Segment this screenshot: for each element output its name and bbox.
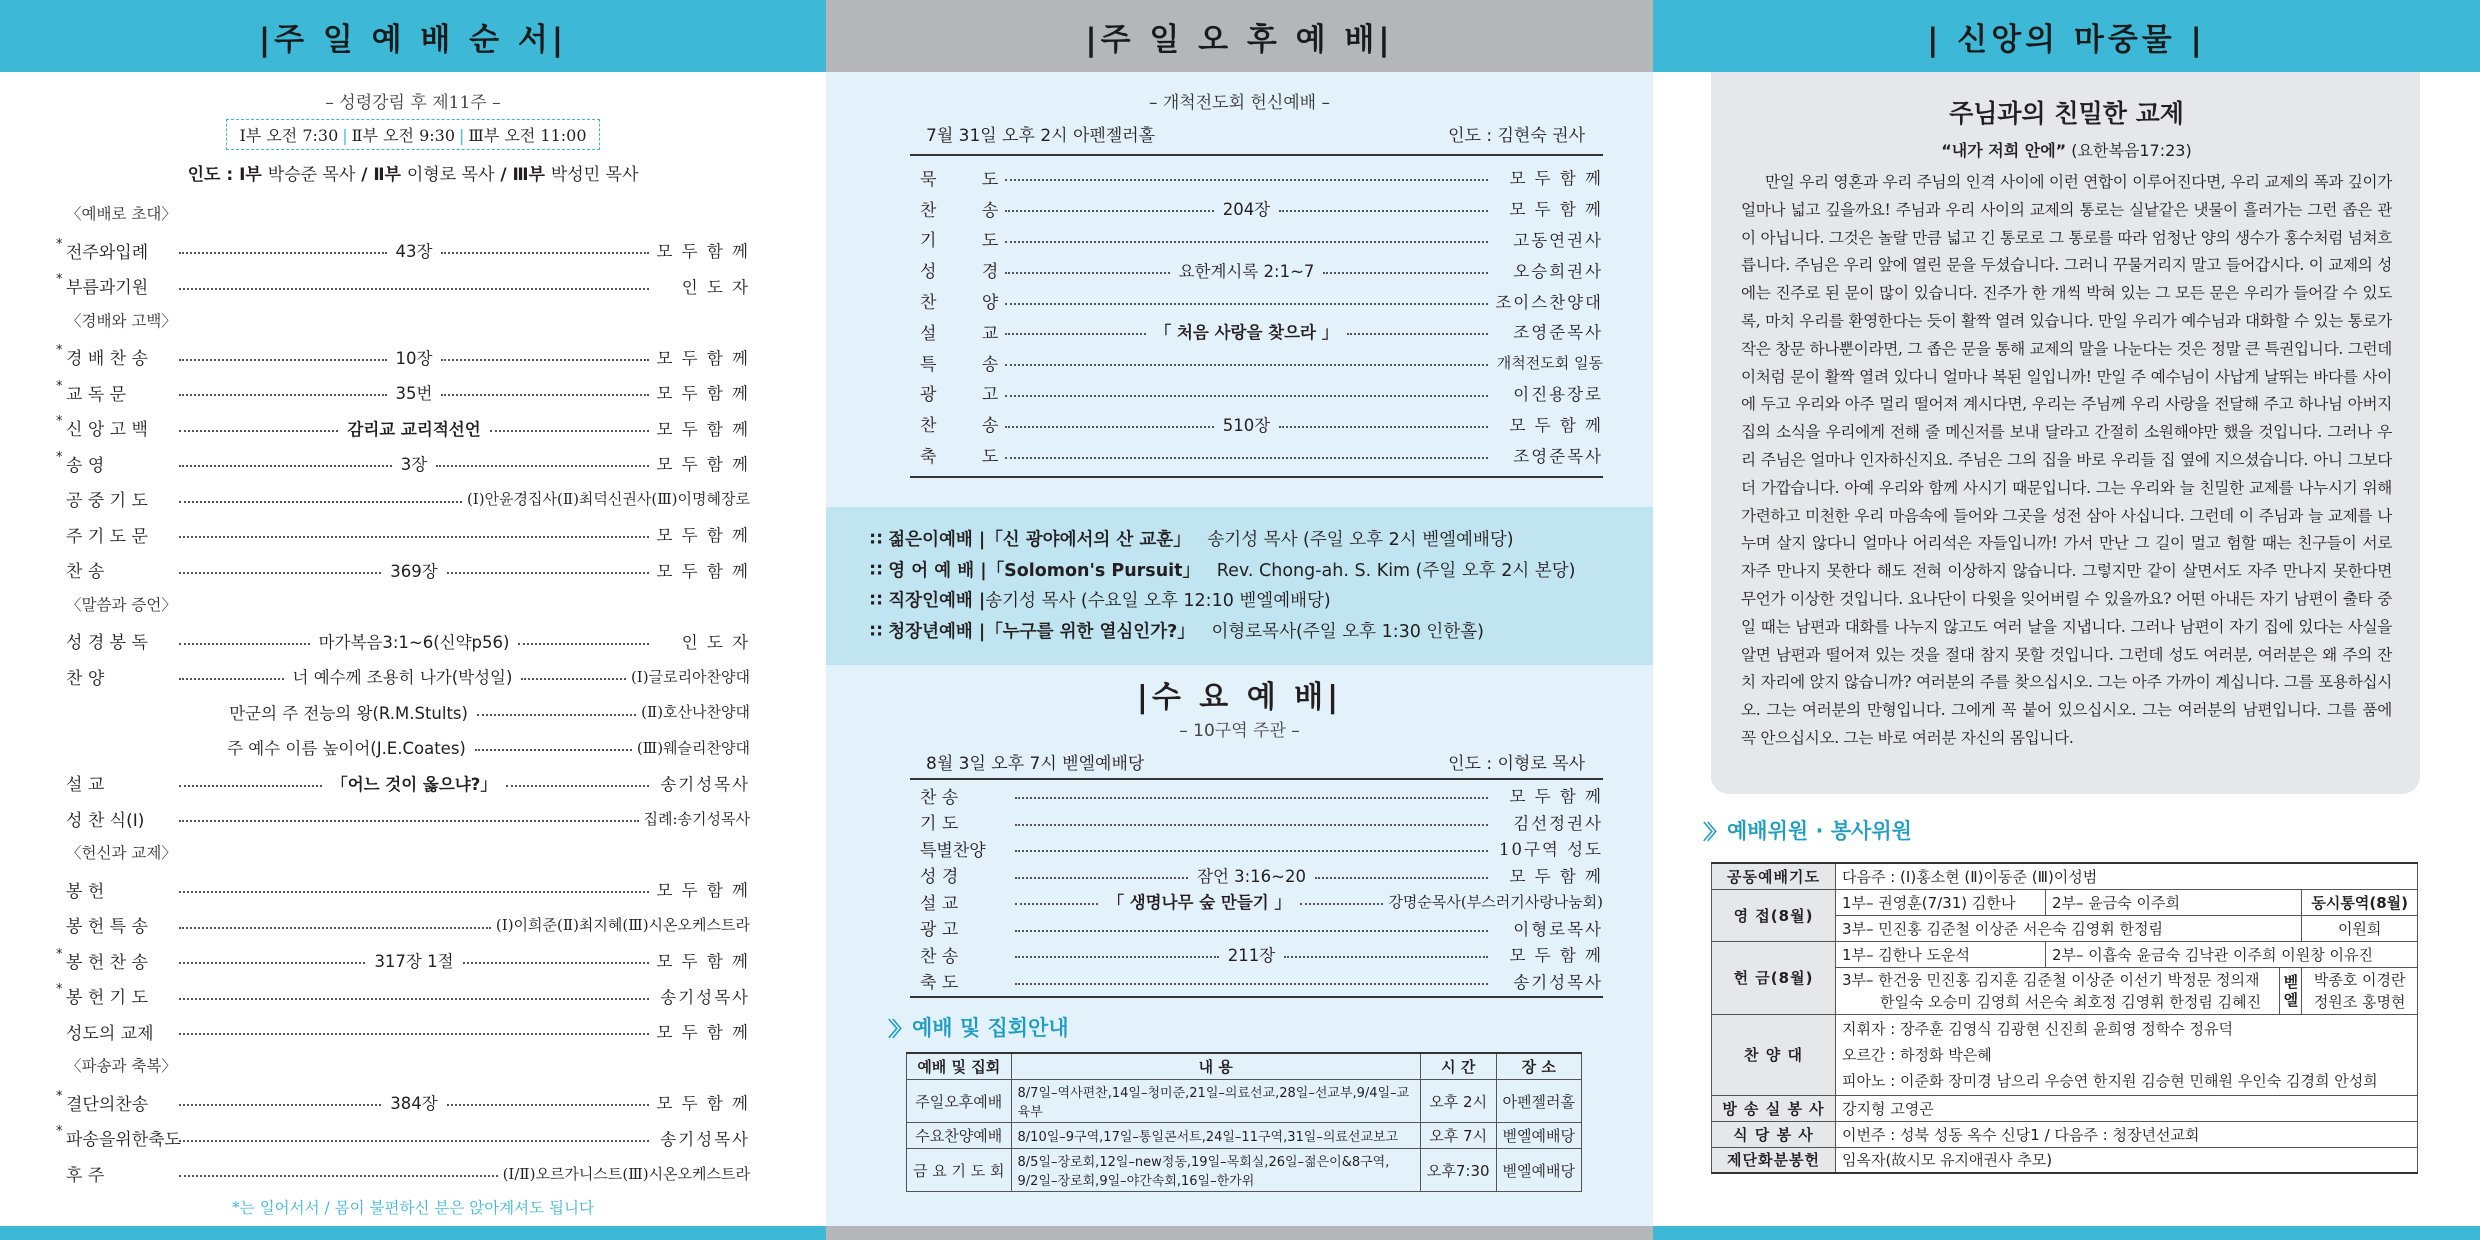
item-person: 모 두 함 께 [1509, 866, 1603, 886]
leader-dots [1005, 426, 1214, 428]
table-cell: 벧엘예배당 [1496, 1123, 1581, 1149]
item-detail: 너 예수께 조용히 나가(박성일) [292, 668, 513, 688]
leader-dots [1005, 241, 1488, 243]
item-person: 개척전도회 일동 [1496, 353, 1603, 372]
item-person: 모 두 함 께 [1509, 415, 1603, 435]
volunteers-table: 공동예배기도 다음주 : (Ⅰ)홍소현 (Ⅱ)이동준 (Ⅲ)이성범 영 접(8월) 1부– 권영훈(7/31) 김한나 2부– 윤금숙 이주희 동시통역(8월) 3부– 민진홍 김준철 이상준 서은숙 김영휘 한정림 이원희 헌 금(8월) 1부– 김한나 도운석 2부– 이흡숙 윤금숙 김낙관 이주희 이원창 이유진 3부– 한건웅 민진홍 김지훈 김준철 이상준 이선기 박정문 정의재 한일숙 오승미 김영희 서은숙 최호정 김영휘 한정림 김혜진 벧엘 박종호 이경란 정원조 홍명현 찬 양 대 지휘자 : 장주훈 김영식 김광현 신진희 윤희영 정학수 정유덕 오르간 : 하정화 박은혜 피아노 : 이준화 장미경 남으리 우승연 한지원 김승현 민해원 우인숙 김경희 안성희 방 송 실 봉 사 강지형 고영곤 식 당 봉 사 이번주 : 성북 성동 옥수 신당1 / 다음주 : 청장년선교회 제단화분봉헌 임옥자(故시모 유지애권사 추모) [1711, 862, 2418, 1174]
item-name: 봉 헌 [66, 881, 105, 902]
item-person: 모 두 함 께 [1509, 946, 1603, 966]
afternoon-service-panel [826, 0, 1653, 1240]
leader-dots [1015, 983, 1488, 985]
item-name: 광 고 [920, 920, 959, 941]
item-detail: 「 처음 사랑을 찾으라 」 [1154, 323, 1339, 343]
section-label: 〈예배로 초대〉 [66, 205, 177, 223]
item-person: 모 두 함 께 [1509, 169, 1603, 189]
table-cell: 금 요 기 도 회 [907, 1149, 1012, 1192]
leader-dots [179, 820, 639, 822]
leader-dots [1300, 903, 1383, 905]
leader-dots [490, 430, 649, 432]
item-person: 인 도 자 [681, 632, 751, 652]
service-detail: 이형로목사(주일 오후 1:30 인한홀) [1211, 621, 1484, 642]
panel-header: | 신앙의 마중물 | [1653, 0, 2480, 72]
item-detail: 잠언 3:16~20 [1197, 866, 1306, 886]
item-detail: 384장 [390, 1094, 438, 1114]
order-row [66, 872, 750, 908]
table-cell: 오후7:30 [1420, 1149, 1496, 1192]
panel-header: |주 일 예 배 순 서| [0, 0, 826, 72]
leader-dots [1279, 210, 1488, 212]
devotional-panel [1653, 0, 2480, 1240]
item-name: 성 경 [920, 262, 1019, 283]
leader-dots [179, 1140, 649, 1142]
leader-dots [1005, 179, 1488, 181]
service-times: Ⅰ부 오전 7:30 | Ⅱ부 오전 9:30 | Ⅲ부 오전 11:00 [226, 119, 599, 150]
item-name: 성 경 봉 독 [66, 633, 148, 654]
order-row [910, 915, 1603, 942]
item-detail: 35번 [395, 384, 433, 404]
item-person: 송기성목사 [660, 987, 750, 1007]
order-row [66, 694, 750, 730]
service-detail: 송기성 목사 (주일 오후 2시 벧엘예배당) [1207, 530, 1514, 550]
other-service-line [870, 525, 1653, 556]
item-person: 모 두 함 께 [656, 384, 750, 404]
item-detail: 43장 [395, 242, 433, 262]
leader-dots [1005, 364, 1488, 366]
devotional-subtitle: “내가 저희 안에” (요한복음17:23) [1941, 141, 2192, 160]
item-name: 찬 송 [920, 416, 1019, 437]
section-label: 〈말씀과 증언〉 [66, 595, 177, 614]
table-cell: 오후 2시 [1420, 1080, 1496, 1123]
order-row [910, 809, 1603, 836]
item-name: 기 도 [920, 231, 1019, 252]
leader-dots [1005, 395, 1488, 397]
item-name: 묵 도 [920, 169, 1019, 190]
leader-dots [179, 501, 462, 503]
table-header: 내 용 [1011, 1053, 1420, 1080]
item-person: (Ⅰ)안윤경집사(Ⅱ)최덕신권사(Ⅲ)이명혜장로 [466, 490, 750, 509]
volunteers-section-title: 〉〉 예배위원 · 봉사위원 [1703, 819, 1912, 844]
sunday-order-panel [0, 0, 826, 1240]
leader-dots [1015, 956, 1219, 958]
item-person: 모 두 함 께 [656, 348, 750, 368]
leader-dots [441, 394, 649, 396]
item-name: 축 도 [920, 973, 959, 994]
item-person: 이형로목사 [1513, 919, 1603, 939]
other-service-line [870, 617, 1653, 648]
item-name: * 경 배 찬 송 [56, 343, 148, 370]
wed-subtitle: – 10구역 주관 – [1179, 721, 1300, 741]
leader-dots [1315, 877, 1488, 879]
order-row [910, 862, 1603, 889]
service-name: ∷ 직장인예배 | [870, 591, 986, 611]
order-row [910, 347, 1603, 378]
service-info: 7월 31일 오후 2시 아펜젤러홀 인도 : 김현숙 권사 [926, 126, 1585, 146]
leader-dots [179, 465, 392, 467]
subtitle: – 개척전도회 헌신예배 – [1148, 93, 1330, 113]
service-name: ∷ 영 어 예 배 | [870, 560, 987, 581]
item-person: 모 두 함 께 [656, 526, 750, 546]
devotional-box [1711, 72, 2420, 794]
item-name: 주 기 도 문 [66, 526, 148, 547]
item-name: 설 교 [920, 323, 1019, 344]
item-person: 김선정권사 [1513, 813, 1603, 833]
item-person: 모 두 함 께 [656, 455, 750, 475]
item-person: 모 두 함 께 [656, 881, 750, 901]
service-detail: 송기성 목사 (수요일 오후 12:10 벧엘예배당) [985, 591, 1331, 611]
item-name: 찬 양 [66, 668, 105, 689]
leader-dots [179, 998, 649, 1000]
other-service-line [870, 586, 1653, 617]
service-name: ∷ 청장년예배 | [870, 621, 986, 642]
subtitle: – 성령강림 후 제11주 – [325, 93, 501, 113]
order-row [56, 1120, 750, 1156]
item-person: (Ⅰ/Ⅱ)오르가니스트(Ⅲ)시온오케스트라 [502, 1164, 750, 1183]
table-cell: 벧엘예배당 [1496, 1149, 1581, 1192]
wed-info: 8월 3일 오후 7시 벧엘예배당 인도 : 이형로 목사 [926, 754, 1585, 774]
item-name: 축 도 [920, 447, 1019, 468]
required-star: * [56, 1124, 63, 1140]
item-name: 찬 송 [920, 787, 959, 808]
item-detail: 204장 [1222, 200, 1271, 220]
leader-dots [1347, 333, 1488, 335]
item-detail: 3장 [400, 455, 428, 475]
leader-dots [477, 714, 636, 716]
item-name: * 결단의찬송 [56, 1088, 149, 1115]
leader-dots [179, 891, 649, 893]
other-services [826, 507, 1653, 665]
item-person: 모 두 함 께 [656, 419, 751, 439]
item-person: 모 두 함 께 [1509, 200, 1603, 220]
table-header: 예배 및 집회 [907, 1053, 1012, 1080]
required-star: * [56, 343, 63, 359]
other-service-line [870, 556, 1653, 587]
time-1: Ⅰ부 오전 7:30 [239, 126, 339, 145]
leader-dots [1279, 426, 1488, 428]
order-row [66, 801, 750, 837]
time-2: Ⅱ부 오전 9:30 [351, 126, 456, 145]
section-label: 〈파송과 축복〉 [66, 1057, 177, 1075]
item-person: 조영준목사 [1513, 323, 1603, 343]
item-person: 모 두 함 께 [656, 561, 750, 581]
leader-dots [179, 1033, 649, 1035]
item-detail: 주 예수 이름 높이어(J.E.Coates) [227, 739, 466, 759]
order-row [910, 888, 1603, 915]
item-name: * 파송을위한축도 [56, 1124, 181, 1151]
required-star: * [56, 272, 63, 288]
devotional-body: 만일 우리 영혼과 우리 주님의 인격 사이에 이런 연합이 이루어진다면, 우리 교제의 폭과 깊이가 얼마나 넓고 깊을까요! 주님과 우리 사이의 교제의 통로는 실낱같은 냇물이 흘러가는 그런 좁은 관이 아닙니다. 그것은 놀랄 만큼 넓고 긴 통로로 그 통로를 따라 엄청난 양의 생수가 홍수처럼 넘쳐흐릅니다. 주님은 우리 앞에 열린 문을 두셨습니다. 그러니 꾸물거리지 말고 들어갑시다. 이 교제의 성에는 진주로 된 문이 많이 있습니다. 진주가 한 개씩 박혀 있는 그 모든 문은 우리가 들어갈 수 있도록, 마치 우리를 환영한다는 듯이 활짝 열려 있습니다. 만일 우리가 예수님과 대화할 수 있는 통로가 작은 창문 하나뿐이라면, 그 좁은 문을 통해 교제의 말을 나눈다는 것은 정말 큰 특권입니다. 그런데 이처럼 문이 활짝 열려 있다니 얼마나 복된 일입니까! 만일 주 예수님이 사납게 날뛰는 바다를 사이에 두고 우리와 아주 멀리 떨어져 계시다면, 우리는 주님께 우리 사랑을 전달해 주고 하나님 아버지 집의 소식을 우리에게 전해 줄 메신저를 보내 달라고 간절히 소원해야만 했을 것입니다. 그러나 우리 주님은 얼마나 인자하신지요. 주님은 그의 집을 바로 우리들 집 옆에 지으셨습니다. 아니 그보다 더 가깝습니다. 아예 우리와 함께 사시기 때문입니다. 그는 우리와 늘 친밀한 교제를 나누시기 위해 가련하고 미천한 우리 마음속에 들어와 그곳을 성전 삼아 사십니다. 그런데 이 주님과 늘 교제를 나누며 살지 않다니 얼마나 어리석은 자들입니까! 가서 만난 그 길이 멀고 험할 때는 친구들이 서로 자주 만나지 못한다 해도 전혀 이상하지 않습니다. 그렇지만 같이 살면서도 자주 만나지 못한다면 무언가 이상한 것입니다. 요나단이 다윗을 잊어버릴 수 있을까요? 어떤 아내든 자기 남편이 출타 중일 때는 남편과 대화를 나누지 않고도 여러 날을 지냅니다. 그러나 남편이 자기 집에 있다는 사실을 알면 남편과 떨어져 있는 것을 절대 참지 못할 것입니다. 그런데 성도 여러분, 여러분은 왜 주의 잔치 자리에 앉지 않습니까? 여러분의 주를 찾으십시오. 그는 아주 가까이 계십니다. 그를 포용하십시오. 그는 여러분의 만형입니다. 그에게 꼭 붙어 있으십시오. 그는 여러분의 남편입니다. 그를 품에 꼭 안으십시오. 그는 바로 여러분 자신의 몸입니다. [1741, 173, 2392, 747]
leader-dots [1005, 333, 1146, 335]
item-name: 설 교 [920, 893, 959, 914]
leader-dots [1015, 903, 1098, 905]
item-name: * 송 영 [56, 449, 105, 476]
order-row [56, 339, 750, 375]
leader-dots [447, 572, 649, 574]
item-name: 찬 송 [920, 946, 959, 967]
item-name: 특별찬양 [920, 840, 986, 861]
leader-dots [436, 465, 649, 467]
sermon-title: 「Solomon's Pursuit」 [986, 560, 1201, 581]
leader-dots [1015, 850, 1488, 852]
item-detail: 감리교 교리적선언 [347, 419, 481, 439]
leader-dots [179, 252, 387, 254]
item-name: 성도의 교제 [66, 1023, 154, 1044]
panel-header: |주 일 오 후 예 배| [826, 0, 1653, 72]
order-row [910, 941, 1603, 968]
order-row [910, 254, 1603, 285]
sermon-title: 「누구를 위한 열심인가?」 [985, 621, 1195, 642]
item-person: (Ⅰ)글로리아찬양대 [630, 667, 751, 686]
leaders: 인도 : Ⅰ부 박승준 목사 / Ⅱ부 이형로 목사 / Ⅲ부 박성민 목사 [187, 165, 639, 185]
order-row [56, 233, 750, 269]
item-person: 인 도 자 [681, 277, 750, 297]
leader-dots [447, 1104, 649, 1106]
order-row [910, 439, 1603, 470]
table-cell: 아펜젤러홀 [1496, 1080, 1581, 1123]
item-detail: 369장 [390, 561, 438, 581]
order-row [910, 408, 1603, 439]
item-detail: 510장 [1222, 415, 1271, 435]
table-cell: 주일오후예배 [907, 1080, 1012, 1123]
required-star: * [56, 449, 63, 465]
service-detail: Rev. Chong-ah. S. Kim (주일 오후 2시 본당) [1216, 560, 1576, 581]
required-star: * [56, 982, 63, 998]
leader-dots [179, 1104, 381, 1106]
item-name: 봉 헌 특 송 [66, 917, 148, 938]
leader-dots [179, 288, 649, 290]
item-detail: 317장 1절 [374, 952, 454, 972]
item-name: 찬 송 [66, 562, 105, 583]
item-person: 모 두 함 께 [656, 1094, 750, 1114]
table-cell: 8/10일–9구역,17일–통일콘서트,24일–11구역,31일–의료선교보고 [1011, 1123, 1420, 1149]
order-row [66, 552, 750, 588]
order-row [910, 782, 1603, 809]
leader-dots [1323, 272, 1488, 274]
table-cell: 8/5일–장로회,12일–new정동,19일–목회실,26일–젊은이&8구역, 9/2일–장로회,9일–야간속회,16일–한가위 [1011, 1149, 1420, 1192]
item-person: 10구역 성도 [1499, 840, 1603, 860]
item-name: 찬 양 [920, 293, 1019, 314]
order-row [910, 835, 1603, 862]
required-star: * [56, 946, 63, 962]
table-cell: 오후 7시 [1420, 1123, 1496, 1149]
item-person: (Ⅰ)이희준(Ⅱ)최지혜(Ⅲ)시온오케스트라 [495, 916, 750, 935]
leader-dots [1005, 272, 1170, 274]
item-name: * 전주와입례 [56, 236, 149, 263]
item-person: 송기성목사 [660, 1129, 750, 1149]
order-row [910, 162, 1603, 193]
order-row [56, 410, 751, 446]
leader-dots [1005, 210, 1214, 212]
item-detail: 10장 [395, 348, 433, 368]
item-name: * 신 앙 고 백 [56, 414, 148, 441]
order-row [910, 285, 1603, 316]
item-person: 오승희권사 [1513, 261, 1604, 281]
leader-dots [441, 359, 649, 361]
order-row [66, 730, 750, 766]
required-star: * [56, 236, 63, 252]
item-name: 기 도 [920, 814, 959, 835]
leader-dots [441, 252, 649, 254]
item-person: 모 두 함 께 [1509, 787, 1603, 807]
order-row [910, 316, 1603, 347]
order-row [66, 907, 750, 943]
table-cell: 8/7일–역사편찬,14일–청미준,21일–의료선교,28일–선교부,9/4일–교육부 [1011, 1080, 1420, 1123]
leader-dots [179, 572, 381, 574]
order-row [56, 268, 750, 304]
required-star: * [56, 1088, 63, 1104]
item-person: 모 두 함 께 [656, 242, 750, 262]
item-name: 특 송 [920, 354, 1019, 375]
leader-dots [179, 643, 310, 645]
leader-dots [463, 962, 649, 964]
item-person: (Ⅱ)호산나찬양대 [641, 703, 750, 722]
devotional-title: 주님과의 친밀한 교제 [1949, 99, 2184, 128]
leader-dots [1005, 457, 1488, 459]
leader-dots [179, 536, 649, 538]
order-row [66, 517, 750, 553]
sermon-title: 「신 광야에서의 산 교훈」 [985, 530, 1191, 550]
leader-dots [1015, 797, 1488, 799]
guide-section-title: 〉〉 예배 및 집회안내 [888, 1016, 1069, 1041]
table-header: 시 간 [1420, 1053, 1496, 1080]
time-3: Ⅲ부 오전 11:00 [468, 126, 587, 145]
item-detail: 만군의 주 전능의 왕(R.M.Stults) [229, 703, 468, 723]
order-row [66, 659, 750, 695]
leader-dots [506, 785, 649, 787]
leader-dots [1015, 930, 1488, 932]
leader-dots [518, 643, 649, 645]
leader-dots [179, 430, 338, 432]
item-name: * 봉 헌 찬 송 [56, 946, 148, 973]
item-person: 고동연권사 [1513, 230, 1603, 250]
order-row [56, 943, 750, 979]
order-row [910, 193, 1603, 224]
leader-dots [179, 359, 387, 361]
standing-note: *는 일어서서 / 몸이 불편하신 분은 앉아계셔도 됩니다 [232, 1199, 594, 1217]
item-person: (Ⅲ)웨슬리찬양대 [636, 738, 751, 757]
order-row [66, 623, 750, 659]
leader-dots [179, 962, 365, 964]
leader-dots [179, 394, 387, 396]
leader-dots [179, 927, 491, 929]
order-row [56, 978, 750, 1014]
item-name: 후 주 [66, 1165, 105, 1186]
item-name: * 부름과기원 [56, 272, 149, 299]
order-row [66, 1014, 750, 1050]
item-detail: 「 생명나무 숲 만들기 」 [1107, 893, 1291, 913]
item-person: 모 두 함 께 [656, 952, 750, 972]
leader-dots [1005, 303, 1488, 305]
item-name: 성 경 [920, 867, 959, 888]
item-person: 모 두 함 께 [656, 1023, 750, 1043]
item-person: 송기성목사 [660, 774, 751, 794]
item-person: 조이스찬양대 [1495, 292, 1603, 312]
item-person: 조영준목사 [1513, 446, 1603, 466]
leader-dots [179, 1175, 498, 1177]
wed-order [910, 778, 1603, 998]
order-row [56, 446, 750, 482]
leader-dots [1015, 877, 1188, 879]
item-name: 공 중 기 도 [66, 491, 148, 512]
leader-dots [179, 678, 284, 680]
leader-dots [179, 785, 322, 787]
item-detail: 요한계시록 2:1~7 [1178, 261, 1315, 281]
item-detail: 211장 [1227, 946, 1276, 966]
guide-table [906, 1052, 1582, 1192]
table-header: 장 소 [1496, 1053, 1581, 1080]
leader-dots [1015, 824, 1488, 826]
item-name: * 교 독 문 [56, 378, 127, 405]
required-star: * [56, 378, 63, 394]
item-name: 설 교 [66, 775, 105, 796]
item-name: * 봉 헌 기 도 [56, 982, 148, 1009]
service-name: ∷ 젊은이예배 | [870, 530, 986, 550]
section-label: 〈헌신과 교제〉 [66, 844, 177, 862]
wednesday-service [826, 672, 1653, 1192]
order-row [66, 481, 750, 517]
table-cell: 수요찬양예배 [907, 1123, 1012, 1149]
leader-dots [475, 749, 632, 751]
order-list [56, 197, 751, 1191]
order-row [910, 378, 1603, 409]
item-detail: 「어느 것이 옳으냐?」 [331, 774, 497, 794]
item-person: 이진용장로 [1513, 384, 1603, 404]
item-detail: 마가복음3:1~6(신약p56) [318, 632, 510, 652]
item-person: 집례:송기성목사 [643, 809, 750, 828]
footer-bar [1653, 1226, 2480, 1240]
item-name: 성 찬 식(Ⅰ) [66, 810, 145, 831]
order-row [910, 968, 1603, 995]
order-row [66, 765, 750, 801]
afternoon-order [910, 154, 1603, 478]
leader-dots [521, 678, 626, 680]
footer-bar [826, 1226, 1653, 1240]
item-name: 찬 송 [920, 200, 1019, 221]
order-row [56, 375, 750, 411]
order-row [910, 224, 1603, 255]
item-person: 송기성목사 [1513, 972, 1603, 992]
section-label: 〈경배와 고백〉 [66, 311, 177, 330]
footer-bar [0, 1226, 826, 1240]
wed-title: |수 요 예 배| [1136, 680, 1343, 715]
order-row [66, 1156, 750, 1192]
item-name: 광 고 [920, 385, 1019, 406]
item-person: 강명순목사(부스러기사랑나눔회) [1388, 892, 1604, 911]
required-star: * [56, 414, 63, 430]
leader-dots [1284, 956, 1488, 958]
order-row [56, 1085, 750, 1121]
